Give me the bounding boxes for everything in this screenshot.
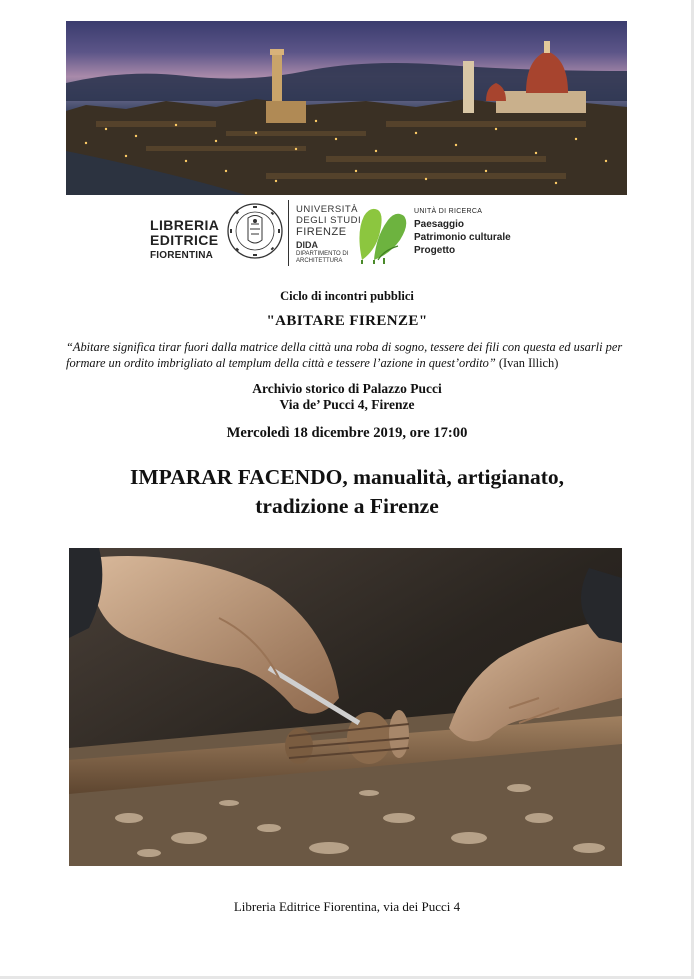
- logos-row: [0, 198, 694, 270]
- series-title: "ABITARE FIRENZE": [266, 313, 428, 329]
- illich-quote: [66, 339, 632, 371]
- unifi-line: DEGLI STUDI: [296, 215, 362, 226]
- footer-address: Libreria Editrice Fiorentina, via dei Pucci 4: [233, 899, 461, 914]
- florence-panorama-image: [66, 21, 627, 195]
- research-unit-line: Progetto: [414, 245, 456, 256]
- venue-name: Archivio storico di Palazzo Pucci: [252, 381, 442, 396]
- unifi-dept-full: ARCHITETTURA: [296, 258, 343, 264]
- wood-carving-image: [69, 548, 622, 866]
- event-title: [0, 463, 694, 521]
- cycle-heading: Ciclo di incontri pubblici: [280, 289, 414, 303]
- research-unit-logo: [414, 208, 511, 257]
- unifi-dept-full: DIPARTIMENTO DI: [296, 251, 349, 257]
- logo-text-line: FIORENTINA: [150, 250, 214, 261]
- logo-text-line: LIBRERIA: [150, 217, 220, 233]
- unifi-logo: [296, 204, 361, 265]
- research-unit-label: UNITÀ DI RICERCA: [414, 208, 483, 215]
- logo-divider: [288, 200, 289, 266]
- research-unit-line: Paesaggio: [414, 219, 465, 230]
- event-title-line: IMPARAR FACENDO, manualità, artigianato,: [130, 465, 564, 489]
- libreria-editrice-logo: [150, 218, 219, 263]
- venue-address: Via de’ Pucci 4, Firenze: [279, 397, 415, 412]
- venue-block: [0, 381, 694, 413]
- event-title-line: tradizione a Firenze: [255, 494, 439, 518]
- unifi-dept: DIDA: [296, 240, 318, 250]
- quote-text: “Abitare significa tirar fuori dalla matrice della città una roba di sogno, tessere dei fili con questa ed usarli per formare un ordito imbrigliato al templum della città e tessere l’azione in quest’ordito”: [66, 340, 623, 370]
- research-unit-line: Patrimonio culturale: [414, 232, 511, 243]
- quote-author: (Ivan Illich): [498, 356, 559, 370]
- unifi-line: FIRENZE: [296, 226, 347, 238]
- unifi-line: UNIVERSITÀ: [296, 204, 359, 215]
- event-date: Mercoledì 18 dicembre 2019, ore 17:00: [226, 425, 468, 441]
- university-seal-icon: [226, 202, 284, 260]
- logo-text-line: EDITRICE: [150, 232, 219, 248]
- green-leaf-logo-icon: [354, 202, 412, 264]
